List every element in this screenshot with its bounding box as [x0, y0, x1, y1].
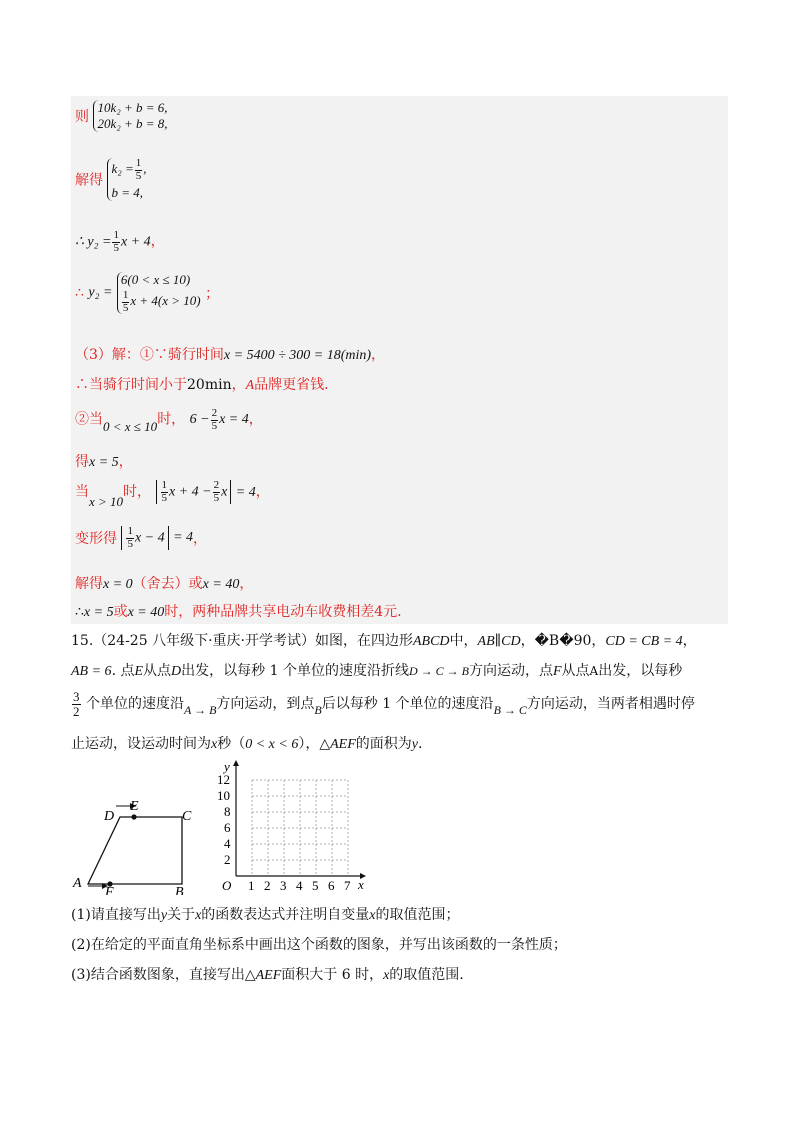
y-tick: 2	[224, 852, 231, 867]
label-E: E	[130, 799, 139, 814]
label-F: F	[105, 885, 114, 895]
x-tick: 2	[264, 878, 271, 893]
question-line-4: 止运动，设运动时间为x秒（0 < x < 6），△AEF的面积为y.	[71, 736, 423, 752]
y-tick: 6	[224, 820, 231, 835]
x-tick: 6	[328, 878, 335, 893]
sol-line-12: ∴x = 5或x = 40时，两种品牌共享电动车收费相差4元.	[75, 604, 402, 620]
sol-line-11: 解得x = 0（舍去）或x = 40，	[75, 576, 254, 592]
coordinate-grid	[218, 758, 368, 898]
x-tick: 7	[344, 878, 351, 893]
y-tick: 10	[218, 788, 230, 803]
sol-line-8: 得x = 5，	[75, 454, 133, 470]
y-tick: 8	[224, 804, 231, 819]
sol-line-4: ∴ y₂ = 6(0 < x ≤ 10) $\frac{1}{5}$ x + 4(x > 10) ；	[75, 272, 220, 314]
sol-line-7: ②当0 < x ≤ 10时， 6 − $\frac{2}{5}$ x = 4，	[75, 407, 263, 435]
question-line-1: 15.（24-25 八年级下·重庆·开学考试）如图，在四边形ABCD中，AB∥CD，�B�90，CD = CB = 4，	[71, 633, 697, 649]
quadrilateral-figure	[70, 795, 200, 895]
x-axis-label: x	[358, 877, 364, 892]
x-tick: 5	[312, 878, 319, 893]
x-tick: 3	[280, 878, 287, 893]
sol-line-10: 变形得 $\frac{1}{5}$ x − 4 = 4，	[75, 525, 208, 550]
x-tick: 1	[248, 878, 255, 893]
label-C: C	[182, 809, 192, 824]
question-line-3: $\frac{3}{2}$ 个单位的速度沿A → B方向运动，到点B后以每秒 1 个单位的速度沿B → C方向运动，当两者相遇时停	[73, 689, 695, 719]
y-tick: 4	[224, 836, 231, 851]
question-line-2: AB = 6. 点E从点D出发，以每秒 1 个单位的速度沿折线D → C → B方向运动，点F从点A出发，以每秒	[71, 663, 683, 679]
label-D: D	[104, 809, 115, 824]
label-B: B	[175, 885, 184, 895]
origin-label: O	[222, 878, 232, 893]
sol-line-2: 解得 k₂ = $\frac{1}{5}$ , b = 4,	[75, 157, 147, 201]
sol-line-3: ∴ y₂ = $\frac{1}{5}$ x + 4，	[75, 229, 165, 254]
y-axis-label: y	[224, 759, 230, 774]
subquestion-1: (1)请直接写出y关于x的函数表达式并注明自变量x的取值范围；	[71, 907, 460, 923]
subquestion-2: (2)在给定的平面直角坐标系中画出这个函数的图象，并写出该函数的一条性质；	[71, 937, 567, 953]
x-tick: 4	[296, 878, 303, 893]
subquestion-3: (3)结合函数图象，直接写出△AEF面积大于 6 时，x的取值范围.	[71, 967, 464, 983]
label-A: A	[73, 876, 82, 891]
sol-line-9: 当x > 10时， $\frac{1}{5}$ x + 4 − $\frac{2}{5}$ x = 4，	[75, 479, 270, 510]
sol-line-5: （3）解：①∵骑行时间x = 5400 ÷ 300 = 18(min)，	[75, 347, 386, 363]
sol-line-6: ∴当骑行时间小于20min，A品牌更省钱.	[75, 377, 329, 393]
y-tick: 12	[218, 772, 230, 787]
sol-line-1: 则 10k₂ + b = 6, 20k₂ + b = 8,	[75, 100, 168, 131]
